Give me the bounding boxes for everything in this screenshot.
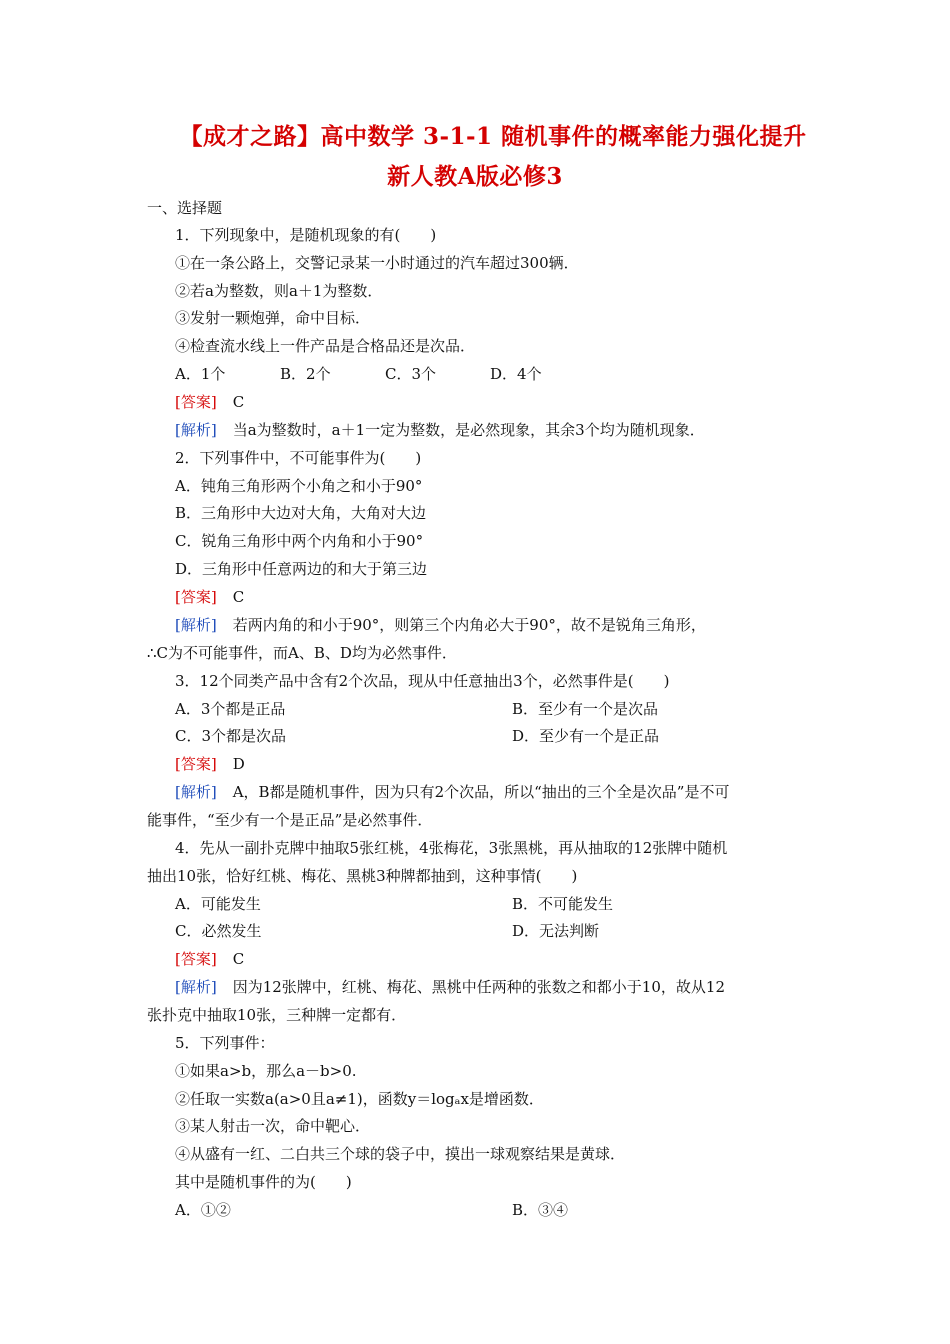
q1-item-4: ④检查流水线上一件产品是合格品还是次品． bbox=[175, 337, 476, 355]
q2-option-b: B．三角形中大边对大角，大角对大边 bbox=[175, 504, 427, 522]
q1-analysis-text: 当a为整数时，a＋1一定为整数，是必然现象，其余3个均为随机现象． bbox=[232, 421, 705, 439]
q1-answer-value: C bbox=[232, 393, 245, 411]
q4-analysis-text-1: 因为12张牌中，红桃、梅花、黑桃中任两种的张数之和都小于10，故从12 bbox=[232, 978, 725, 996]
q4-option-c: C．必然发生 bbox=[175, 922, 262, 940]
q2-option-d: D．三角形中任意两边的和大于第三边 bbox=[175, 560, 428, 578]
q5-question: 其中是随机事件的为( ) bbox=[175, 1173, 352, 1191]
q4-options-row-2 bbox=[175, 919, 840, 943]
q1-options bbox=[175, 362, 840, 386]
section-heading: 一、选择题 bbox=[147, 199, 223, 217]
q4-analysis bbox=[175, 975, 840, 999]
q5-stem: 5．下列事件： bbox=[175, 1034, 275, 1052]
q4-analysis-text-2: 张扑克中抽取10张，三种牌一定都有． bbox=[147, 1006, 407, 1024]
q1-item-1: ①在一条公路上，交警记录某一小时通过的汽车超过300辆． bbox=[175, 254, 579, 272]
q1-option-d: D．4个 bbox=[490, 365, 542, 383]
q3-option-a: A．3个都是正品 bbox=[175, 700, 286, 718]
q4-stem-1: 4．先从一副扑克牌中抽取5张红桃，4张梅花，3张黑桃，再从抽取的12张牌中随机 bbox=[175, 839, 728, 857]
q5-item-1: ①如果a>b，那么a－b>0. bbox=[175, 1062, 357, 1080]
q4-answer-value: C bbox=[232, 950, 245, 968]
q3-answer bbox=[175, 752, 840, 776]
q3-analysis bbox=[175, 780, 840, 804]
q1-answer bbox=[175, 390, 840, 414]
q3-analysis-text-1: A，B都是随机事件，因为只有2个次品，所以“抽出的三个全是次品”是不可 bbox=[232, 783, 730, 801]
q2-analysis bbox=[175, 613, 840, 637]
q5-item-3: ③某人射击一次，命中靶心． bbox=[175, 1117, 371, 1135]
q2-option-a: A．钝角三角形两个小角之和小于90° bbox=[175, 477, 423, 495]
q1-item-3: ③发射一颗炮弹，命中目标． bbox=[175, 309, 371, 327]
q4-option-d: D．无法判断 bbox=[512, 922, 600, 940]
q1-option-a: A．1个 bbox=[175, 365, 226, 383]
analysis-label: [解析] bbox=[175, 421, 217, 439]
q2-analysis-text-2: ∴C为不可能事件，而A、B、D均为必然事件． bbox=[147, 644, 457, 662]
q3-options-row-1 bbox=[175, 697, 840, 721]
answer-label: [答案] bbox=[175, 755, 217, 773]
q1-option-b: B．2个 bbox=[280, 365, 331, 383]
answer-label: [答案] bbox=[175, 950, 217, 968]
analysis-label: [解析] bbox=[175, 978, 217, 996]
q3-stem: 3．12个同类产品中含有2个次品，现从中任意抽出3个，必然事件是( ) bbox=[175, 672, 670, 690]
document-subtitle: 新人教A版必修3 bbox=[387, 163, 563, 190]
q5-option-b: B．③④ bbox=[512, 1201, 569, 1219]
document-title: 【成才之路】高中数学 3-1-1 随机事件的概率能力强化提升 bbox=[179, 123, 807, 150]
q5-item-2: ②任取一实数a(a>0且a≠1)，函数y＝logₐx是增函数． bbox=[175, 1090, 544, 1108]
q2-analysis-text-1: 若两内角的和小于90°，则第三个内角必大于90°，故不是锐角三角形， bbox=[232, 616, 706, 634]
analysis-label: [解析] bbox=[175, 783, 217, 801]
q3-answer-value: D bbox=[232, 755, 245, 773]
q5-options-row-1 bbox=[175, 1198, 840, 1222]
q5-option-a: A．①② bbox=[175, 1201, 231, 1219]
q4-options-row-1 bbox=[175, 892, 840, 916]
q2-answer-value: C bbox=[232, 588, 245, 606]
q4-option-b: B．不可能发生 bbox=[512, 895, 614, 913]
q3-options-row-2 bbox=[175, 724, 840, 748]
q3-analysis-text-2: 能事件，“至少有一个是正品”是必然事件． bbox=[147, 811, 433, 829]
q2-option-c: C．锐角三角形中两个内角和小于90° bbox=[175, 532, 424, 550]
q4-answer bbox=[175, 947, 840, 971]
q1-analysis bbox=[175, 418, 840, 442]
q3-option-d: D．至少有一个是正品 bbox=[512, 727, 660, 745]
q5-item-4: ④从盛有一红、二白共三个球的袋子中，摸出一球观察结果是黄球． bbox=[175, 1145, 626, 1163]
q1-stem: 1．下列现象中，是随机现象的有( ) bbox=[175, 226, 437, 244]
analysis-label: [解析] bbox=[175, 616, 217, 634]
q2-stem: 2．下列事件中，不可能事件为( ) bbox=[175, 449, 422, 467]
answer-label: [答案] bbox=[175, 588, 217, 606]
q1-item-2: ②若a为整数，则a＋1为整数． bbox=[175, 282, 383, 300]
q4-stem-2: 抽出10张，恰好红桃、梅花、黑桃3种牌都抽到，这种事情( ) bbox=[147, 867, 578, 885]
q3-option-b: B．至少有一个是次品 bbox=[512, 700, 659, 718]
q1-option-c: C．3个 bbox=[385, 365, 437, 383]
answer-label: [答案] bbox=[175, 393, 217, 411]
q3-option-c: C．3个都是次品 bbox=[175, 727, 287, 745]
q2-answer bbox=[175, 585, 840, 609]
q4-option-a: A．可能发生 bbox=[175, 895, 261, 913]
